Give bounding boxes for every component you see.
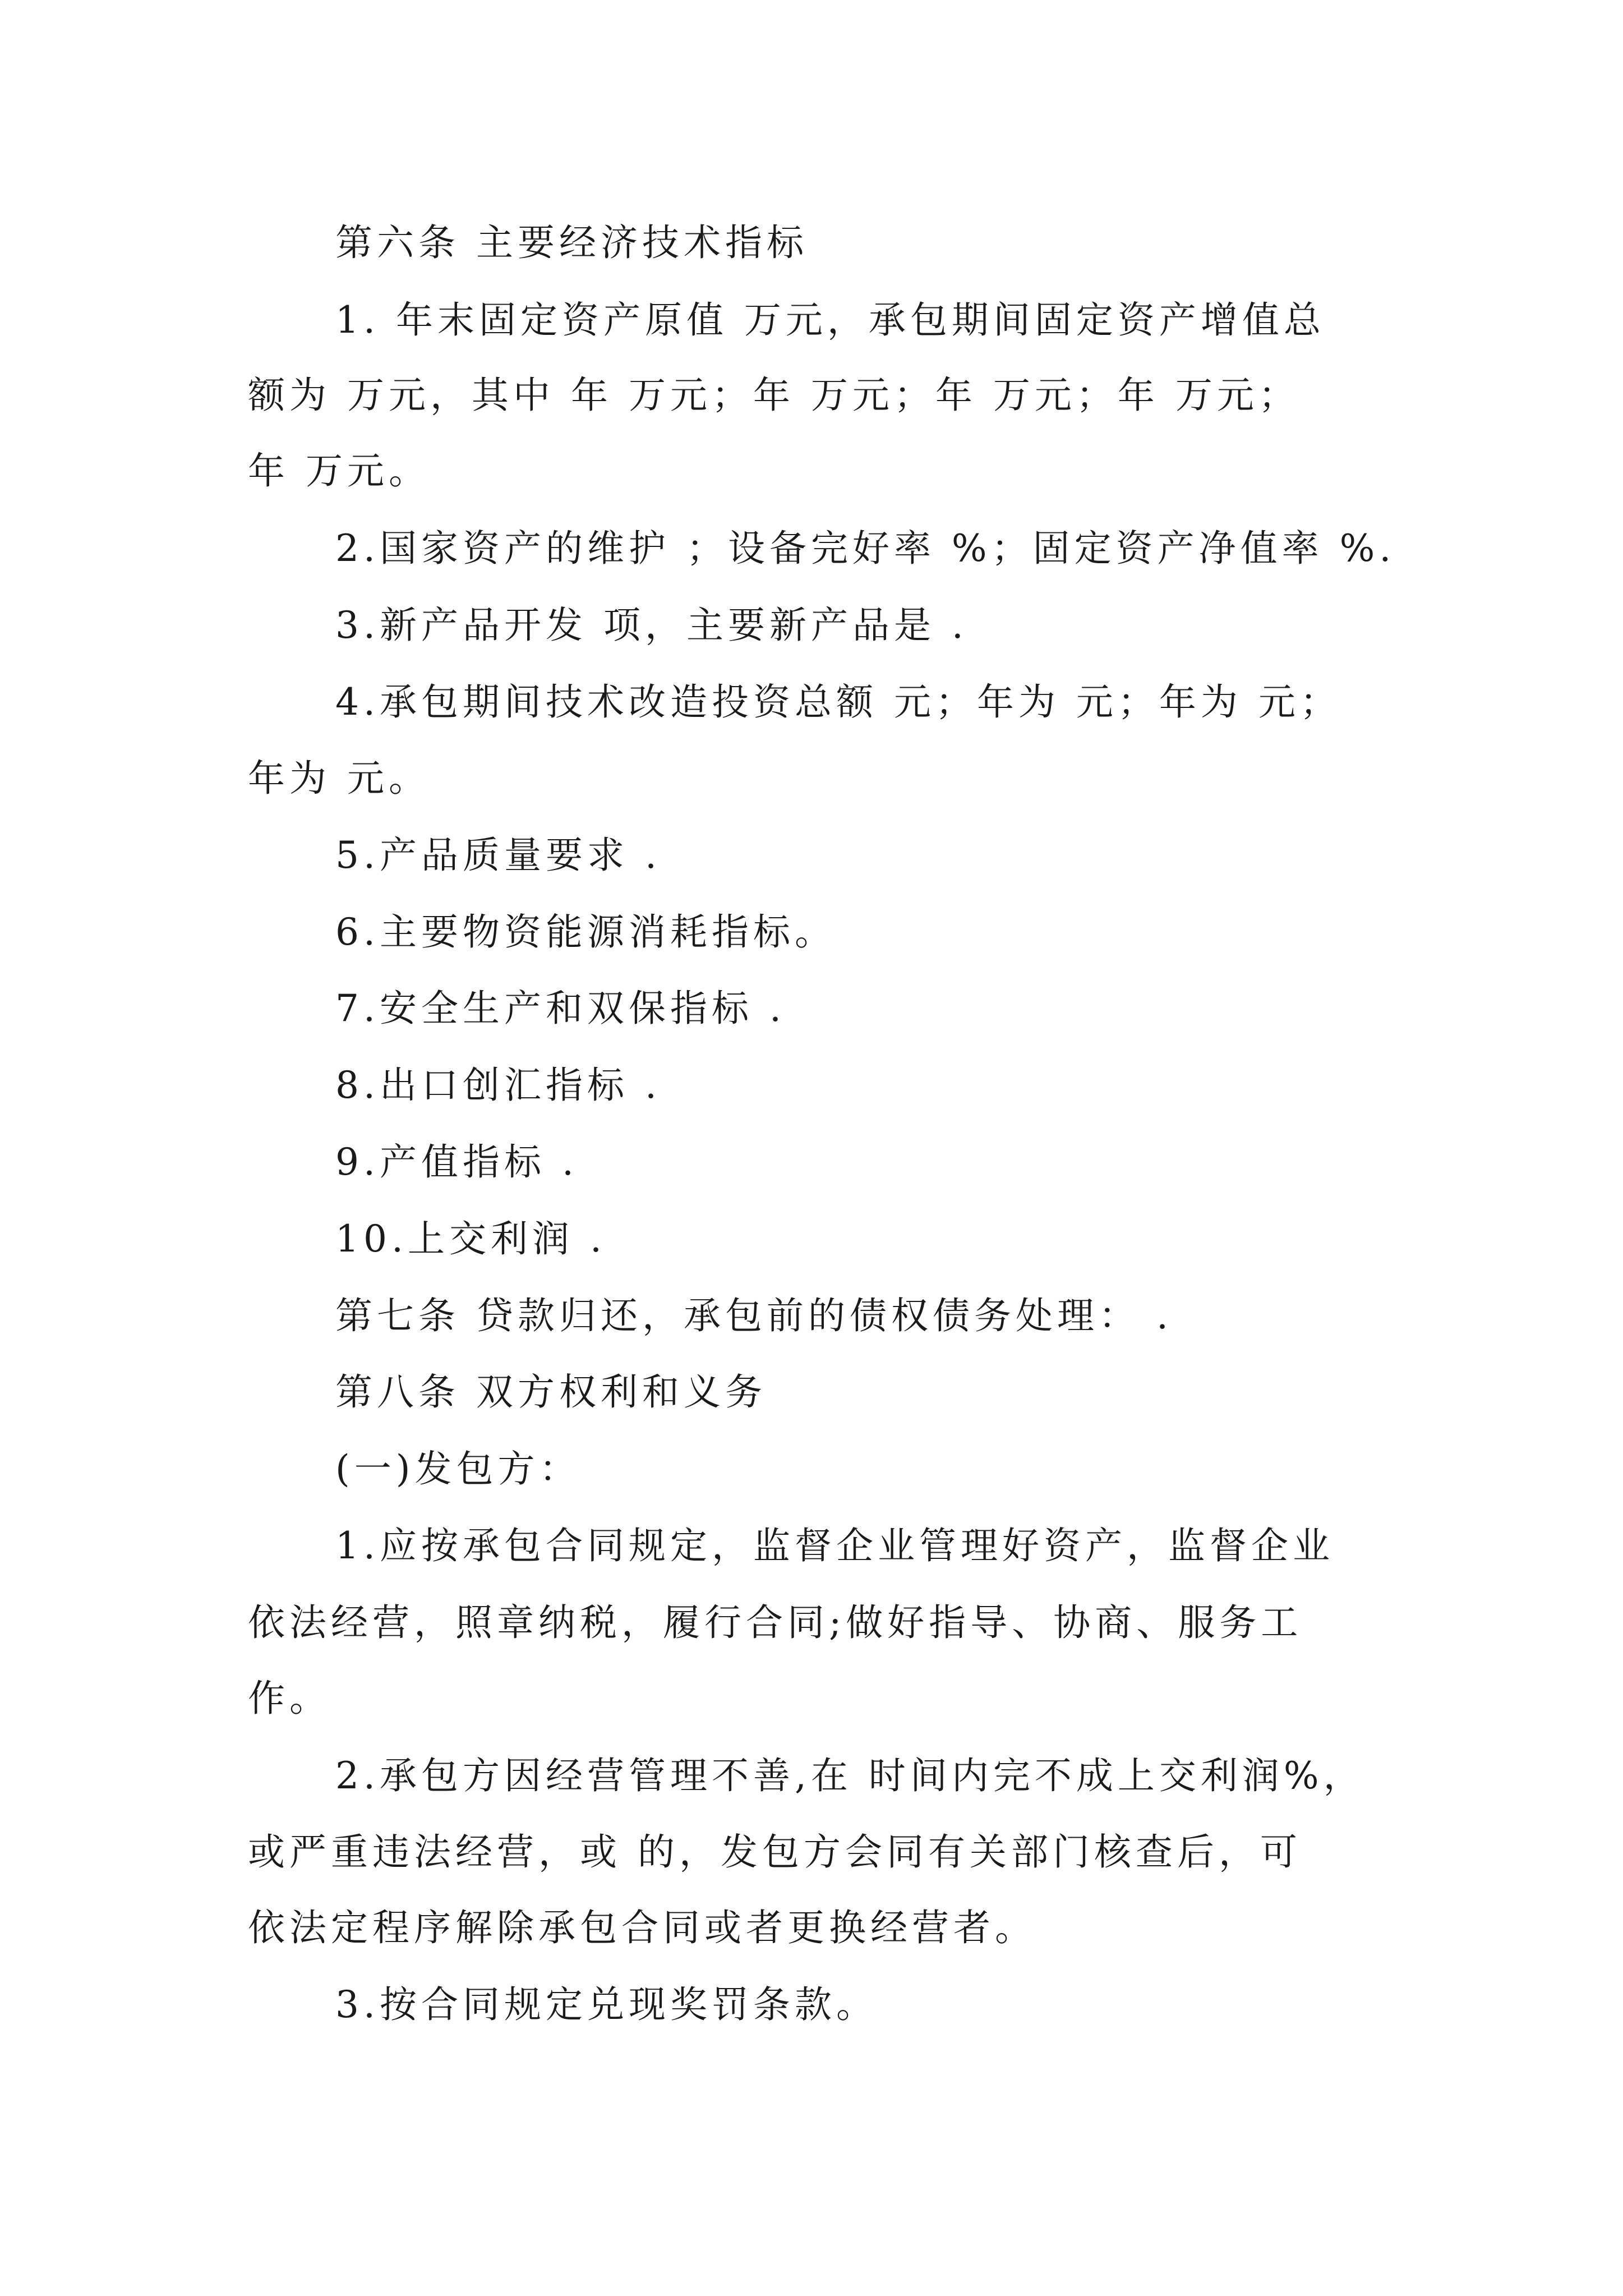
article-6-heading: 第六条 主要经济技术指标 <box>335 221 808 264</box>
article-8-heading: 第八条 双方权利和义务 <box>335 1370 767 1414</box>
paragraph-line: 8.出口创汇指标 . <box>335 1064 661 1107</box>
paragraph-line: 6.主要物资能源消耗指标。 <box>335 910 836 954</box>
paragraph-line: 7.安全生产和双保指标 . <box>335 987 786 1030</box>
paragraph-line: 1.应按承包合同规定，监督企业管理好资产，监督企业 <box>335 1524 1334 1567</box>
paragraph-line: 10.上交利润 . <box>335 1217 606 1260</box>
paragraph-line: 4.承包期间技术改造投资总额 元；年为 元；年为 元； <box>335 680 1341 724</box>
paragraph-line: 额为 万元，其中 年 万元；年 万元；年 万元；年 万元； <box>248 374 1300 417</box>
paragraph-line: 1. 年末固定资产原值 万元，承包期间固定资产增值总 <box>335 298 1325 342</box>
section-heading: (一)发包方： <box>335 1447 581 1490</box>
paragraph-line: 3.新产品开发 项，主要新产品是 . <box>335 604 968 647</box>
article-7-heading: 第七条 贷款归还，承包前的债权债务处理： . <box>335 1294 1173 1337</box>
paragraph-line: 作。 <box>248 1677 331 1720</box>
paragraph-line: 依法经营，照章纳税，履行合同;做好指导、协商、服务工 <box>248 1601 1303 1644</box>
paragraph-line: 年 万元。 <box>248 449 430 493</box>
paragraph-line: 年为 元。 <box>248 757 430 800</box>
paragraph-line: 依法定程序解除承包合同或者更换经营者。 <box>248 1906 1036 1949</box>
paragraph-line: 9.产值指标 . <box>335 1140 578 1184</box>
paragraph-line: 或严重违法经营，或 的，发包方会同有关部门核查后，可 <box>248 1830 1302 1874</box>
paragraph-line: 2.承包方因经营管理不善,在 时间内完不成上交利润%， <box>335 1754 1365 1797</box>
paragraph-line: 5.产品质量要求 . <box>335 834 661 877</box>
paragraph-line: 2.国家资产的维护 ；设备完好率 %；固定资产净值率 %. <box>335 527 1396 570</box>
paragraph-line: 3.按合同规定兑现奖罚条款。 <box>335 1983 878 2026</box>
